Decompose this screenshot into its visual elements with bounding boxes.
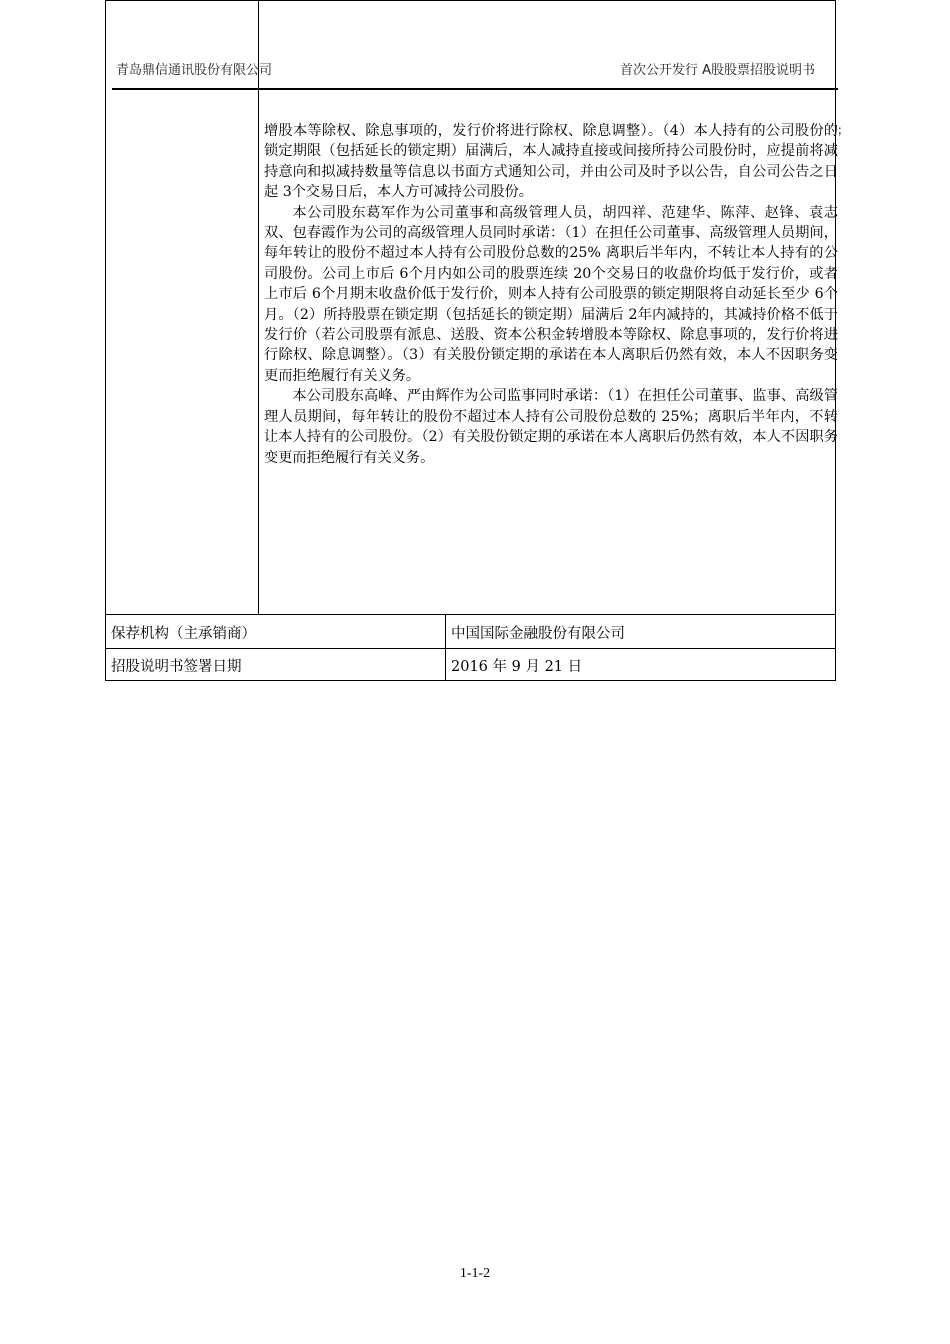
signing-date-label: 招股说明书签署日期: [111, 659, 242, 675]
commitment-paragraph-2: 本公司股东葛军作为公司董事和高级管理人员，胡四祥、范建华、陈萍、赵锋、袁志双、包春霞作为公司的高级管理人员同时承诺：（1）在担任公司董事、高级管理人员期间，每年转让的股份不超过本人持有公司股份总数的25% 离职后半年内，不转让本人持有的公司股份。公司上市后 6个月内如公司的股票连续 20个交易日的收盘价均低于发行价，或者上市后 6个月期末收盘价低于发行价，则本人持有公司股票的锁定期限将自动延长至少 6个月。（2）所持股票在锁定期（包括延长的锁定期）届满后 2年内减持的，其减持价格不低于发行价（若公司股票有派息、送股、资本公积金转增股本等除权、除息事项的，发行价将进行除权、除息调整）。（3）有关股份锁定期的承诺在本人离职后仍然有效，本人不因职务变更而拒绝履行有关义务。: [264, 204, 838, 384]
table-bottom-border: [105, 680, 836, 681]
table-top-border: [105, 0, 836, 1]
row-divider-1: [105, 614, 836, 615]
stray-punctuation-mark: ；: [837, 123, 850, 137]
header-document-title: 首次公开发行 A股股票招股说明书: [620, 63, 816, 78]
sponsor-value: 中国国际金融股份有限公司: [451, 626, 625, 642]
commitment-paragraph-3: 本公司股东高峰、严由辉作为公司监事同时承诺：（1）在担任公司董事、监事、高级管理人员期间，每年转让的股份不超过本人持有公司股份总数的 25%；离职后半年内，不转让本人持有的公司股份。（2）有关股份锁定期的承诺在本人离职后仍然有效，本人不因职务变更而拒绝履行有关义务。: [264, 388, 838, 466]
column-divider-main: [258, 0, 259, 615]
column-divider-info: [445, 614, 446, 681]
header-company-name: 青岛鼎信通讯股份有限公司: [116, 63, 273, 78]
signing-date-value: 2016 年 9 月 21 日: [451, 659, 583, 675]
page-number: 1-1-2: [459, 1266, 491, 1281]
commitment-text-block: [264, 121, 838, 468]
table-left-border: [105, 0, 106, 681]
sponsor-label: 保荐机构（主承销商）: [111, 626, 256, 642]
commitment-paragraph-1: 增股本等除权、除息事项的，发行价将进行除权、除息调整）。（4）本人持有的公司股份的锁定期限（包括延长的锁定期）届满后，本人减持直接或间接所持公司股份时，应提前将减持意向和拟减持数量等信息以书面方式通知公司，并由公司及时予以公告，自公司公告之日起 3个交易日后，本人方可减持公司股份。: [264, 123, 838, 201]
header-rule: [112, 88, 838, 90]
row-divider-2: [105, 648, 836, 649]
